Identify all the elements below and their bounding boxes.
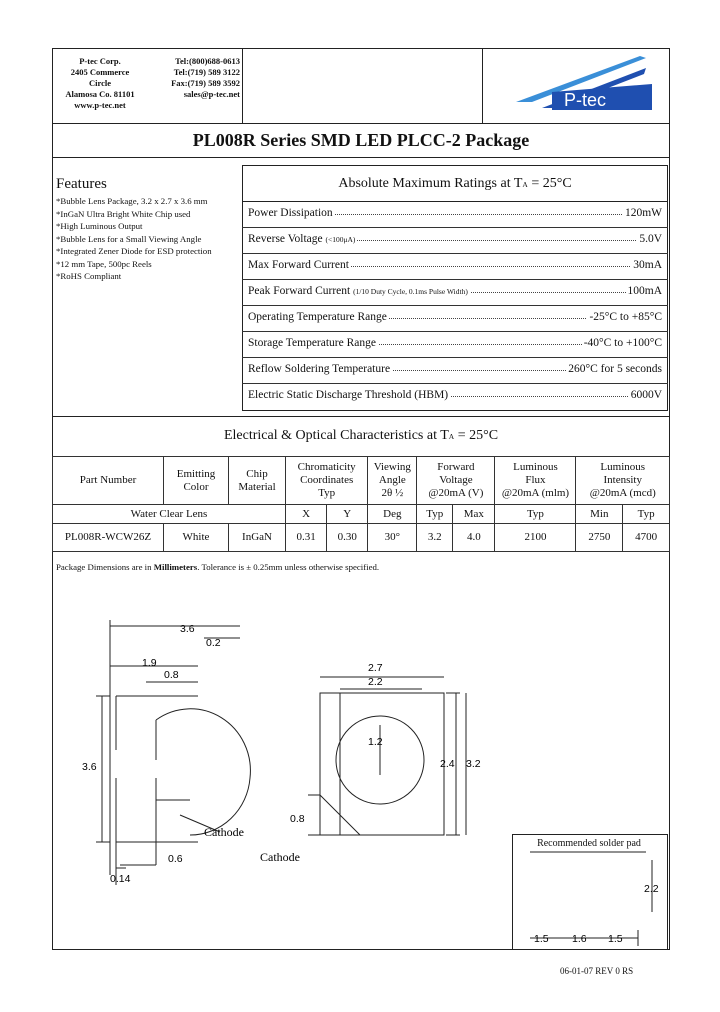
rating-note: (1/10 Duty Cycle, 0.1ms Pulse Width) (353, 287, 468, 296)
rating-row (242, 253, 668, 280)
pad-dim-1.5-left: 1.5 (534, 933, 549, 945)
dimension-note: Package Dimensions are in Millimeters. Tolerance is ± 0.25mm unless otherwise specified. (56, 562, 380, 572)
dim-0.6: 0.6 (168, 853, 183, 865)
rating-value: -25°C to +85°C (589, 311, 662, 323)
rating-note: (<100μA) (325, 235, 356, 244)
eo-sub-lens: Water Clear Lens (53, 505, 286, 524)
eo-cell: 0.31 (286, 524, 327, 552)
feature-item: *Bubble Lens for a Small Viewing Angle (56, 233, 202, 244)
solder-pad-title: Recommended solder pad (537, 838, 641, 849)
eo-th-voltage: Forward Voltage @20mA (V) (417, 457, 495, 505)
feature-item: *RoHS Compliant (56, 271, 122, 281)
page-title: PL008R Series SMD LED PLCC-2 Package (192, 130, 530, 150)
dim-0.8-top: 0.8 (290, 813, 305, 825)
eo-th-color: Emitting Color (164, 457, 229, 505)
company-street: 2405 Commerce Circle (70, 67, 130, 88)
eo-sub: Max (453, 505, 495, 524)
feature-item: *High Luminous Output (56, 221, 143, 231)
feature-item: *Integrated Zener Diode for ESD protection (56, 246, 212, 256)
dim-0.14: 0.14 (110, 873, 131, 885)
company-tel2: Tel:(719) 589 3122 (173, 67, 240, 77)
cathode-label: Cathode (204, 825, 244, 839)
logo-text: P-tec (564, 90, 607, 110)
header-vdivider-2 (482, 48, 483, 123)
ratings-heading: Absolute Maximum Ratings at T (338, 176, 523, 191)
eo-sub: Typ (623, 505, 670, 524)
eo-cell: 4700 (623, 524, 670, 552)
solder-pad-drawing (512, 850, 666, 948)
pad-dim-1.5-right: 1.5 (608, 933, 623, 945)
eo-sub: Deg (368, 505, 417, 524)
eo-sub: Min (576, 505, 623, 524)
ratings-heading-temp: = 25°C (527, 176, 572, 191)
features-list (56, 195, 212, 283)
eo-cell: 2750 (576, 524, 623, 552)
eo-th-chroma: Chromaticity Coordinates Typ (286, 457, 368, 505)
features-heading: Features (56, 176, 107, 192)
feature-item: *12 mm Tape, 500pc Reels (56, 258, 152, 269)
company-fax: Fax:(719) 589 3592 (171, 78, 240, 88)
header-divider (52, 123, 670, 124)
dim-2.4: 2.4 (440, 758, 455, 770)
eo-cell: PL008R-WCW26Z (53, 524, 164, 552)
dim-1.9: 1.9 (142, 657, 157, 669)
rating-row (242, 357, 668, 384)
ptec-logo (512, 52, 652, 118)
rating-label: Reflow Soldering Temperature (248, 363, 391, 375)
eo-subheader-row (53, 505, 670, 524)
eo-cell: InGaN (229, 524, 286, 552)
company-address (60, 56, 140, 111)
rating-label: Reverse Voltage (248, 233, 323, 245)
company-tel: Tel:(800)688-0613 (175, 56, 240, 66)
eo-th-intensity: Luminous Intensity @20mA (mcd) (576, 457, 670, 505)
feature-item: *InGaN Ultra Bright White Chip used (56, 208, 191, 219)
dim-3.6-vertical: 3.6 (82, 761, 97, 773)
dim-2.2: 2.2 (368, 676, 383, 688)
ratings-header (242, 165, 668, 202)
rating-label: Peak Forward Current (248, 285, 351, 297)
ratings-heading-sub: A (522, 180, 528, 189)
side-view-drawing (80, 610, 280, 890)
rating-value: -40°C to +100°C (583, 337, 662, 349)
dim-1.2: 1.2 (368, 736, 383, 748)
eo-th-chip: Chip Material (229, 457, 286, 505)
company-city: Alamosa Co. 81101 (65, 89, 135, 99)
company-web[interactable]: www.p-tec.net (74, 100, 126, 110)
eo-sub: Typ (495, 505, 576, 524)
rating-row (242, 227, 668, 254)
rating-value: 100mA (627, 285, 662, 297)
rating-value: 260°C for 5 seconds (568, 363, 662, 375)
eo-data-row (53, 524, 670, 552)
rating-value: 5.0V (639, 233, 662, 245)
pad-dim-2.2: 2.2 (644, 883, 659, 895)
rating-row (242, 305, 668, 332)
header-vdivider (242, 48, 243, 123)
rating-value: 120mW (624, 207, 662, 219)
eo-th-angle: Viewing Angle 2θ ½ (368, 457, 417, 505)
pad-dim-1.6: 1.6 (572, 933, 587, 945)
rating-row (242, 279, 668, 306)
top-view-drawing (260, 655, 500, 870)
dim-3.2: 3.2 (466, 758, 481, 770)
eo-heading (52, 428, 670, 444)
eo-cell: White (164, 524, 229, 552)
feature-item: *Bubble Lens Package, 3.2 x 2.7 x 3.6 mm (56, 196, 208, 206)
rating-row (242, 331, 668, 358)
eo-table (52, 456, 670, 552)
eo-top-divider (52, 416, 670, 417)
rating-label: Electric Static Discharge Threshold (HBM) (248, 389, 449, 401)
dim-2.7: 2.7 (368, 662, 383, 674)
rating-label: Power Dissipation (248, 207, 333, 219)
eo-cell: 4.0 (453, 524, 495, 552)
eo-heading-temp: = 25°C (454, 428, 499, 443)
dim-0.2: 0.2 (206, 637, 221, 649)
dim-0.8: 0.8 (164, 669, 179, 681)
dim-3.6: 3.6 (180, 623, 195, 635)
revision-footer: 06-01-07 REV 0 RS (560, 966, 634, 976)
rating-label: Max Forward Current (248, 259, 349, 271)
rating-value: 6000V (630, 389, 662, 401)
eo-heading-text: Electrical & Optical Characteristics at T (223, 428, 449, 443)
eo-heading-sub: A (448, 432, 455, 441)
eo-sub: Typ (417, 505, 453, 524)
rating-value: 30mA (633, 259, 662, 271)
eo-cell: 30° (368, 524, 417, 552)
cathode-label-top: Cathode (260, 850, 300, 864)
eo-th-part: Part Number (53, 457, 164, 505)
company-contact (140, 56, 240, 100)
eo-cell: 2100 (495, 524, 576, 552)
rating-label: Operating Temperature Range (248, 311, 387, 323)
eo-th-flux: Luminous Flux @20mA (mlm) (495, 457, 576, 505)
eo-sub: Y (327, 505, 368, 524)
eo-cell: 3.2 (417, 524, 453, 552)
eo-header-row (53, 457, 670, 505)
rating-label: Storage Temperature Range (248, 337, 376, 349)
company-name: P-tec Corp. (79, 56, 121, 66)
eo-sub: X (286, 505, 327, 524)
rating-row (242, 383, 668, 409)
eo-cell: 0.30 (327, 524, 368, 552)
rating-row (242, 201, 668, 228)
title-divider (52, 157, 670, 158)
company-email[interactable]: sales@p-tec.net (183, 89, 240, 99)
